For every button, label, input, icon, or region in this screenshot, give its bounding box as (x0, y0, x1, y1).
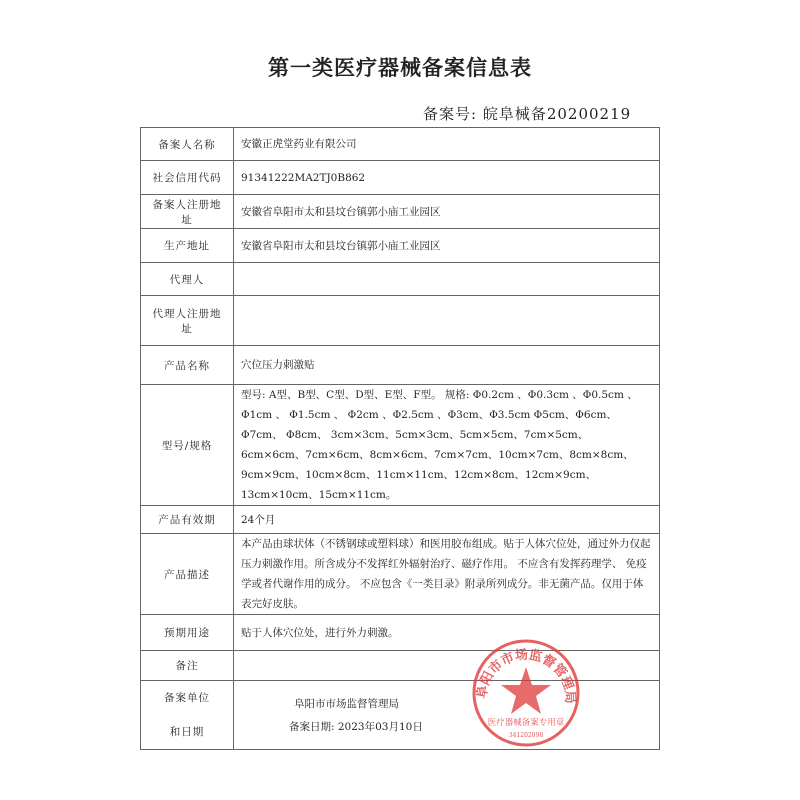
field-value (234, 651, 660, 681)
field-label: 备案人注册地址 (141, 195, 234, 229)
field-value: 安徽省阜阳市太和县坟台镇郭小庙工业园区 (234, 195, 660, 229)
table-row (141, 161, 660, 195)
field-value (234, 681, 660, 750)
official-seal (470, 637, 582, 749)
table-row (141, 385, 660, 506)
field-value: 91341222MA2TJ0B862 (234, 161, 660, 195)
field-label: 生产地址 (141, 229, 234, 263)
field-label: 产品名称 (141, 346, 234, 385)
field-label: 代理人注册地址 (141, 296, 234, 346)
table-row (141, 346, 660, 385)
field-label: 预期用途 (141, 615, 234, 651)
table-row (141, 506, 660, 534)
field-value (234, 296, 660, 346)
field-label: 型号/规格 (141, 385, 234, 506)
table-row (141, 534, 660, 615)
field-value: 本产品由球状体（不锈钢球或塑料球）和医用胶布组成。贴于人体穴位处，通过外力仅起压力刺激作用。所含成分不发挥红外辐射治疗、磁疗作用。 不应含有发挥药理学、 免疫学或者代谢作用的成分。 不应包含《一类目录》附录所列成分。非无菌产品。仅用于体表完好皮肤。 (234, 534, 660, 615)
field-label: 备案人名称 (141, 128, 234, 161)
table-row (141, 195, 660, 229)
field-value: 贴于人体穴位处，进行外力刺激。 (234, 615, 660, 651)
field-label (141, 681, 234, 750)
field-label: 社会信用代码 (141, 161, 234, 195)
field-value: 安徽正虎堂药业有限公司 (234, 128, 660, 161)
field-value: 穴位压力刺激贴 (234, 346, 660, 385)
svg-text:阜阳市市场监督管理局: 阜阳市市场监督管理局 (474, 647, 578, 704)
table-row (141, 263, 660, 296)
record-date: 备案日期: 2023年03月10日 (289, 721, 423, 733)
field-label: 代理人 (141, 263, 234, 296)
field-label: 备注 (141, 651, 234, 681)
field-value: 安徽省阜阳市太和县坟台镇郭小庙工业园区 (234, 229, 660, 263)
table-row (141, 229, 660, 263)
svg-text:医疗器械备案专用章: 医疗器械备案专用章 (487, 718, 565, 728)
record-number: 备案号: 皖阜械备20200219 (423, 105, 632, 123)
issuer: 阜阳市市场监督管理局 (294, 698, 399, 710)
field-label: 产品有效期 (141, 506, 234, 534)
field-value: 型号: A型、B型、C型、D型、E型、F型。 规格: Φ0.2cm 、Φ0.3cm 、Φ0.5cm 、 Φ1cm 、 Φ1.5cm 、 Φ2cm 、Φ2.5cm 、Φ3cm、Φ3.5cm Φ5cm、Φ6cm、Φ7cm、 Φ8cm、 3cm×3cm、5cm×3cm、5cm×5cm、7cm×5cm、6cm×6cm、7cm×6cm、8cm×6cm、7cm×7cm、10cm×7cm、8cm×8cm、9cm×9cm、10cm×8cm、11cm×11cm、12cm×8cm、12cm×9cm、13cm×10cm、15cm×11cm。 (234, 385, 660, 506)
table-row (141, 296, 660, 346)
date-label: 和日期 (169, 726, 205, 738)
field-value (234, 263, 660, 296)
unit-label: 备案单位 (164, 692, 210, 704)
info-table (140, 127, 660, 750)
field-value: 24个月 (234, 506, 660, 534)
table-row (141, 128, 660, 161)
field-label: 产品描述 (141, 534, 234, 615)
page-title: 第一类医疗器械备案信息表 (268, 56, 532, 80)
svg-text:341202098: 341202098 (508, 732, 544, 739)
